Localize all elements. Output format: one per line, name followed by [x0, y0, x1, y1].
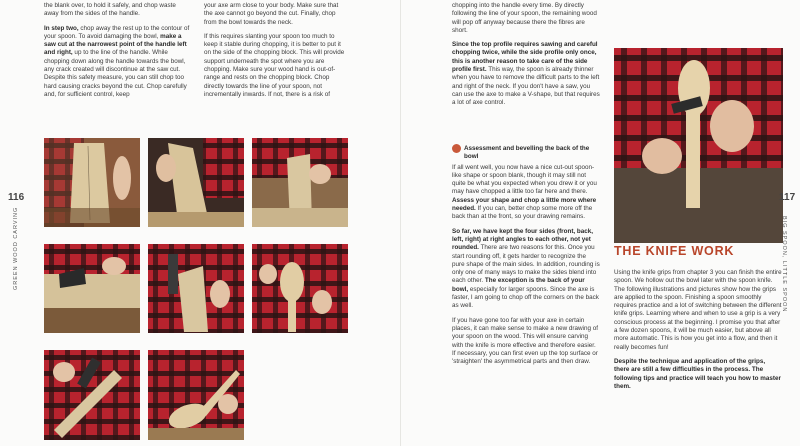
- paragraph: [452, 164, 600, 222]
- body-text: the blank over, to hold it safely, and chop waste away from the sides of the handle.: [44, 2, 176, 18]
- photo-step-5-image: [148, 244, 244, 333]
- paragraph: [452, 41, 600, 107]
- photo-step-1: [44, 138, 140, 227]
- photo-step-6-image: [252, 244, 348, 333]
- bold-text: Since the top profile requires sawing and careful chopping twice, while the side profile only once, this is another reason to take care of the side profile first.: [452, 41, 598, 74]
- photo-step-6: [252, 244, 348, 333]
- photo-step-8: [148, 350, 244, 440]
- right-text-column-1-bottom: [452, 164, 600, 367]
- paragraph: [204, 2, 348, 27]
- bold-text: The exception is the back of your bowl,: [452, 277, 585, 293]
- paragraph: [204, 33, 348, 99]
- paragraph: [452, 2, 600, 35]
- running-head-left: GREEN WOOD CARVING: [13, 206, 19, 290]
- photo-step-8-image: [148, 350, 244, 440]
- photo-step-3-image: [252, 138, 348, 227]
- right-text-column-1-top: [452, 2, 600, 114]
- section-assessment: [452, 145, 600, 372]
- photo-step-7-image: [44, 350, 140, 440]
- page-number-left: 116: [8, 192, 25, 203]
- photo-step-4: [44, 244, 140, 333]
- body-text: chop away the rest up to the contour of your spoon. To avoid damaging the bowl,: [44, 24, 190, 40]
- body-text: There are two reasons for this. Once you start rounding off, it gets harder to recognize the pure shape of the main sides. In addition, rounding is only one of many ways to make the sides blend into each other.: [452, 244, 600, 285]
- photo-step-2-image: [148, 138, 244, 227]
- body-text: especially for larger spoons. Since the axe is faster, I am going to chop off the corners on the back as well.: [452, 285, 599, 310]
- bold-text: make a saw cut at the narrowest point of the handle left and right,: [44, 32, 187, 57]
- page-number-right: 117: [779, 192, 796, 203]
- bold-text: In step two,: [44, 24, 79, 32]
- body-text: up to the line of the handle. While chopping down along the handle towards the bowl, any crack created will discontinue at the saw cut. Despite this safety measure, you can still chop too hard causing cracks beyond the cut. Chop carefully and, for sufficient control, keep: [44, 49, 187, 98]
- photo-step-4-image: [44, 244, 140, 333]
- body-text: If all went well, you now have a nice cut-out spoon-like shape or spoon blank, though it may still not quite be what you expected when you drew it or you may have chopped a little too far here and there.: [452, 163, 597, 196]
- paragraph: [44, 2, 192, 19]
- section-heading-text: Assessment and bevelling the back of the bowl: [464, 145, 590, 161]
- paragraph: [614, 358, 782, 391]
- paragraph: [44, 25, 192, 100]
- paragraph: [452, 317, 600, 367]
- body-text: If you have gone too far with your axe in certain places, it can make sense to make a new drawing of your spoon on the wood. This will ensure carving with the knife is more effective and therefore easier. If necessary, you can first even up the top surface or 'straighten' the asymmetrical parts and then draw.: [452, 316, 598, 366]
- bold-text: So far, we have kept the four sides (front, back, left, right) at right angles to each other, not yet rounded.: [452, 227, 594, 252]
- paragraph: [452, 228, 600, 311]
- photo-step-7: [44, 350, 140, 440]
- body-text: chopping into the handle every time. By directly following the line of your spoon, the remaining wood will pop off anyway because there the fibres are short.: [452, 2, 597, 34]
- photo-step-2: [148, 138, 244, 227]
- running-head-right: BIG SPOON, LITTLE SPOON: [781, 216, 787, 313]
- section-heading: [452, 145, 600, 162]
- bold-text: Despite the technique and application of the grips, there are still a few difficulties in the process. The following tips and practice will teach you how to master them.: [614, 357, 781, 390]
- left-text-column-1: [44, 2, 192, 105]
- body-text: If this requires slanting your spoon too much to keep it stable during chopping, it is better to put it on the side of the chopping block. This will provide support underneath the spot where you are chopping. Make sure your wood hand is out-of-range and rests on the chopping block. Chop directly towards the line of your spoon, not incrementally inwards. If not, there is a risk of: [204, 32, 345, 98]
- knife-work-heading: THE KNIFE WORK: [614, 244, 735, 258]
- body-text: Using the knife grips from chapter 3 you can finish the entire spoon. We hollow out the bowl later with the spoon knife. The following illustrations and pictures show how the grips are applied to the spoon. Finishing a spoon smoothly requires practice and a lot of switching between the different knife grips. Learning where and when to use a grip is a very conscious process at the beginning. I promise you that after a few dozen spoons, it will be much easier, but above all more automatic. This is how you get into a flow, and then it really becomes fun!: [614, 269, 782, 351]
- right-text-column-2: [614, 269, 782, 397]
- photo-knife-work: [614, 48, 783, 243]
- body-text: This way, the spoon is already thinner when you have to remove the difficult parts to the left and right of the neck. If you don't have a saw, you can use the axe to make a V-shape, but that requires a lot of axe control.: [452, 66, 600, 107]
- photo-step-3: [252, 138, 348, 227]
- bold-text: Assess your shape and chop a little more where needed.: [452, 196, 597, 213]
- body-text: your axe arm close to your body. Make sure that the axe cannot go beyond the cut. Finally, chop from the bowl towards the neck.: [204, 2, 339, 26]
- body-text: If you can, better chop some more off the back than at the front, so your drawing remains.: [452, 205, 593, 221]
- paragraph: [614, 269, 782, 352]
- photo-knife-work-image: [614, 48, 783, 243]
- photo-step-5: [148, 244, 244, 333]
- left-text-column-2: [204, 2, 348, 105]
- photo-grid: [44, 138, 348, 440]
- section-bullet-icon: [452, 144, 461, 153]
- photo-step-1-image: [44, 138, 140, 227]
